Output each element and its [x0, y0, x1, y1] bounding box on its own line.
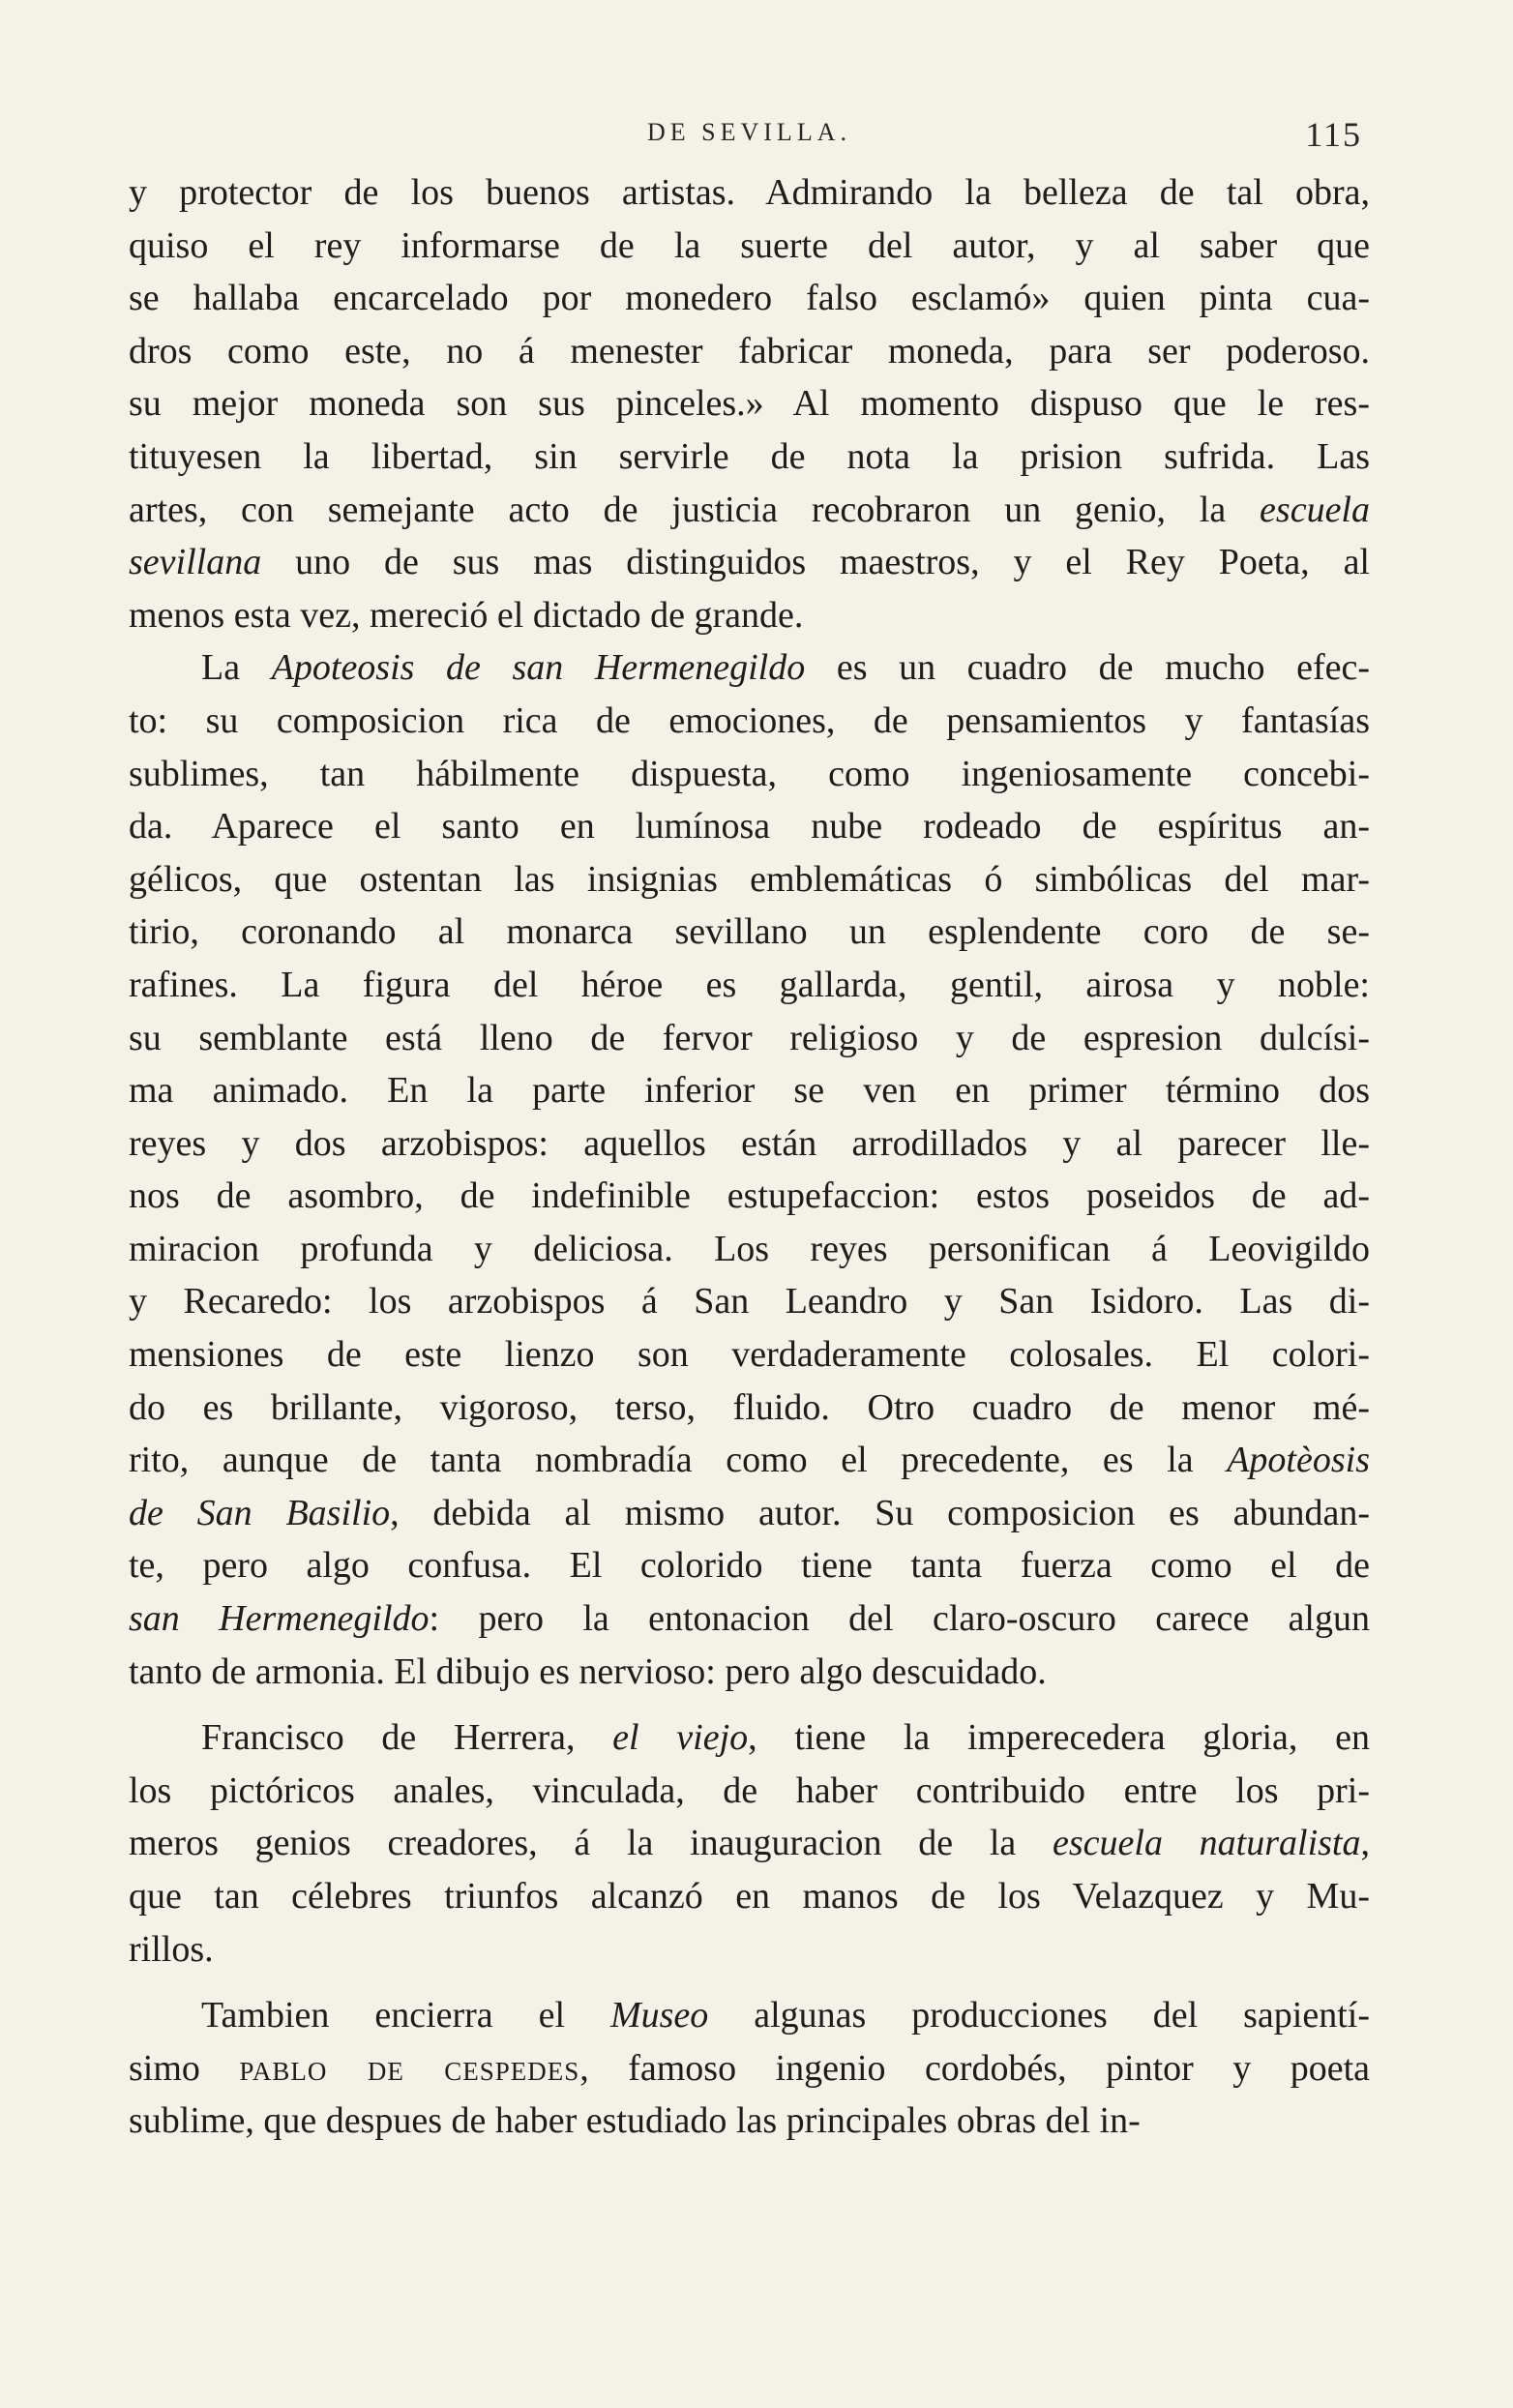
text-run: su semblante está lleno de fervor religioso y de espresion dulcísi- — [129, 1017, 1370, 1058]
text-run: tirio, coronando al monarca sevillano un esplendente coro de se- — [129, 911, 1370, 953]
text-run: se hallaba encarcelado por monedero falso esclamó» quien pinta cua- — [129, 278, 1370, 319]
text-line — [129, 536, 1370, 589]
text-line — [129, 1487, 1370, 1540]
text-line — [129, 959, 1370, 1012]
text-line — [129, 166, 1370, 220]
text-run: algunas producciones del sapientí- — [708, 1995, 1370, 2036]
text-line — [129, 853, 1370, 907]
text-run: uno de sus mas distinguidos maestros, y el Rey Poeta, al — [261, 542, 1370, 583]
text-run: que tan célebres triunfos alcanzó en manos de los Velazquez y Mu- — [129, 1876, 1370, 1917]
text-line — [129, 1711, 1370, 1765]
italic-text: Apoteosis de san Hermenegildo — [271, 647, 806, 689]
text-line — [129, 748, 1370, 801]
running-title: DE SEVILLA. — [647, 118, 851, 146]
text-run: rafines. La figura del héroe es gallarda, gentil, airosa y noble: — [129, 964, 1370, 1005]
text-run: artes, con semejante acto de justicia recobraron un genio, la — [129, 489, 1261, 530]
text-line — [129, 377, 1370, 431]
text-line — [129, 484, 1370, 537]
paragraph — [129, 1711, 1370, 1976]
small-caps-name: pablo de cespedes — [239, 2047, 580, 2089]
text-run: rito, aunque de tanta nombradía como el precedente, es la — [129, 1440, 1228, 1481]
text-line — [129, 1275, 1370, 1328]
text-run: ma animado. En la parte inferior se ven en primer término dos — [129, 1070, 1370, 1112]
italic-text: sevillana — [129, 542, 262, 583]
paragraph — [129, 1989, 1370, 2148]
paragraph — [129, 166, 1370, 641]
text-line — [129, 641, 1370, 695]
text-line — [129, 1870, 1370, 1923]
text-run: mensiones de este lienzo son verdaderamente colosales. El colori- — [129, 1334, 1370, 1376]
text-line — [129, 325, 1370, 378]
text-run: los pictóricos anales, vinculada, de haber contribuido entre los pri- — [129, 1769, 1370, 1811]
text-line — [129, 1646, 1370, 1699]
text-run: sublime, que despues de haber estudiado las principales obras del in- — [129, 2100, 1141, 2142]
text-line — [129, 695, 1370, 748]
text-run: reyes y dos arzobispos: aquellos están arrodillados y al parecer lle- — [129, 1122, 1370, 1164]
text-line — [129, 1382, 1370, 1435]
text-run: La — [201, 647, 272, 689]
text-run: su mejor moneda son sus pinceles.» Al momento dispuso que le res- — [129, 383, 1370, 425]
text-run: tanto de armonia. El dibujo es nervioso: pero algo descuidado. — [129, 1650, 1047, 1692]
text-run: to: su composicion rica de emociones, de pensamientos y fantasías — [129, 699, 1370, 741]
running-header — [129, 114, 1370, 163]
text-line — [129, 1223, 1370, 1276]
page-number: 115 — [1305, 115, 1362, 154]
text-line — [129, 1328, 1370, 1382]
text-line — [129, 1923, 1370, 1977]
text-line — [129, 1817, 1370, 1870]
text-line — [129, 1989, 1370, 2042]
text-line — [129, 906, 1370, 959]
text-line — [129, 1434, 1370, 1487]
text-run: sublimes, tan hábilmente dispuesta, como ingeniosamente concebi- — [129, 753, 1370, 794]
body-text — [129, 166, 1370, 2148]
paragraph-gap — [129, 1976, 1370, 1989]
text-line — [129, 2042, 1370, 2096]
text-run: quiso el rey informarse de la suerte del autor, y al saber que — [129, 224, 1370, 266]
italic-text: escuela naturalista — [1053, 1823, 1361, 1864]
text-line — [129, 2095, 1370, 2148]
text-run: simo — [129, 2047, 240, 2089]
text-run: es un cuadro de mucho efec- — [805, 647, 1370, 689]
text-run: Francisco de Herrera, — [201, 1717, 613, 1759]
text-run: , — [1360, 1823, 1370, 1864]
text-run: da. Aparece el santo en lumínosa nube rodeado de espíritus an- — [129, 806, 1370, 847]
text-line — [129, 1765, 1370, 1818]
text-line — [129, 1539, 1370, 1592]
text-run: dros como este, no á menester fabricar moneda, para ser poderoso. — [129, 330, 1370, 372]
text-line — [129, 272, 1370, 325]
italic-text: el viejo — [612, 1717, 749, 1759]
text-run: , debida al mismo autor. Su composicion es abundan- — [390, 1492, 1370, 1533]
text-line — [129, 1012, 1370, 1065]
text-run: y protector de los buenos artistas. Admirando la belleza de tal obra, — [129, 172, 1370, 213]
paragraph — [129, 641, 1370, 1698]
text-run: , tiene la imperecedera gloria, en — [748, 1717, 1370, 1759]
italic-text: san Hermenegildo — [129, 1598, 430, 1640]
text-run: tituyesen la libertad, sin servirle de nota la prision sufrida. Las — [129, 435, 1370, 477]
text-run: nos de asombro, de indefinible estupefaccion: estos poseidos de ad- — [129, 1175, 1370, 1217]
text-run: rillos. — [129, 1928, 214, 1970]
text-line — [129, 431, 1370, 484]
text-line — [129, 1170, 1370, 1223]
text-run: : pero la entonacion del claro-oscuro carece algun — [429, 1598, 1370, 1640]
text-run: meros genios creadores, á la inauguracion de la — [129, 1823, 1053, 1864]
italic-text: Museo — [609, 1995, 709, 2036]
italic-text: Apotèosis — [1227, 1440, 1370, 1481]
text-run: miracion profunda y deliciosa. Los reyes personifican á Leovigildo — [129, 1228, 1370, 1269]
text-run: te, pero algo confusa. El colorido tiene tanta fuerza como el de — [129, 1545, 1370, 1587]
text-run: menos esta vez, mereció el dictado de grande. — [129, 594, 804, 636]
text-line — [129, 1117, 1370, 1171]
text-run: do es brillante, vigoroso, terso, fluido. Otro cuadro de menor mé- — [129, 1386, 1370, 1428]
text-run: gélicos, que ostentan las insignias emblemáticas ó simbólicas del mar- — [129, 858, 1370, 900]
text-line — [129, 800, 1370, 853]
text-run: , famoso ingenio cordobés, pintor y poeta — [579, 2047, 1370, 2089]
text-line — [129, 1064, 1370, 1117]
paragraph-gap — [129, 1698, 1370, 1711]
text-run: Tambien encierra el — [201, 1995, 610, 2036]
text-run: y Recaredo: los arzobispos á San Leandro y San Isidoro. Las di- — [129, 1281, 1370, 1323]
italic-text: escuela — [1260, 489, 1370, 530]
italic-text: de San Basilio — [129, 1492, 391, 1533]
text-line — [129, 1592, 1370, 1646]
text-line — [129, 589, 1370, 642]
text-line — [129, 220, 1370, 273]
